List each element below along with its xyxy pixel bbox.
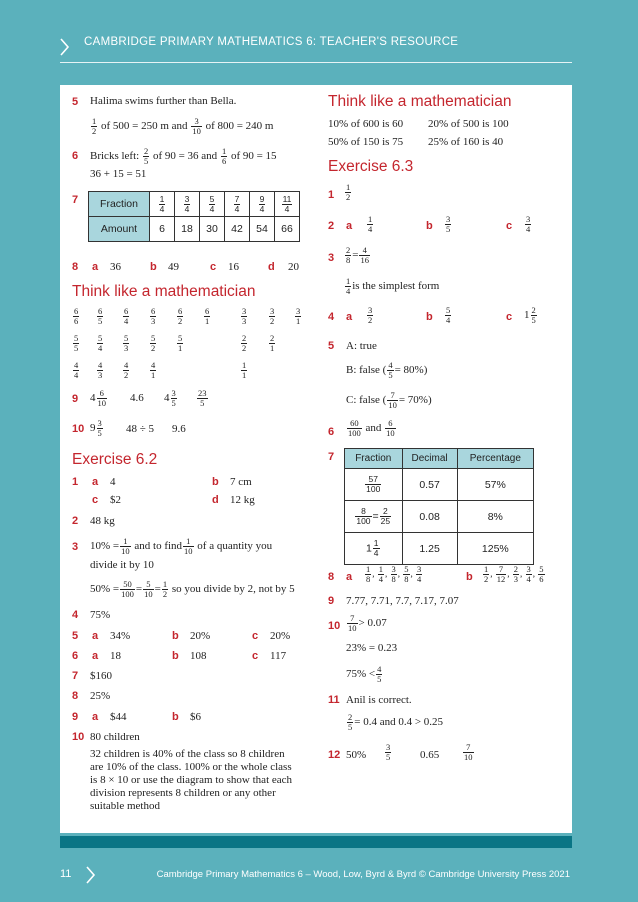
footer-citation: Cambridge Primary Mathematics 6 – Wood, Low, Byrd & Byrd © Cambridge University Press 2021 [156,869,570,880]
q5-line2: $\frac{1}{2}$ of 500 = 250 m and $\frac{3}{10}$ of 800 = 240 m [92,116,274,136]
think-heading-right: Think like a mathematician [328,93,512,110]
exercise-6-2-heading: Exercise 6.2 [72,451,158,468]
q10-number: 10 [72,423,85,435]
fraction-amount-table: Fraction $\frac{1}{4}$ $\frac{3}{4}$ $\frac{5}{4}$ $\frac{7}{4}$ $\frac{9}{4}$ $\frac{11}{4}$ Amount 6 18 30 42 54 66 [88,191,300,242]
page: 5 Halima swims further than Bella. $\frac{1}{2}$ of 500 = 250 m and $\frac{3}{10}$ of 800 = 240 m 6 Bricks left: $\frac{2}{5}$ of 90 = 36 and $\frac{1}{6}$ of 90 = 15 36 + 15 = 51 7 Fraction $\frac{1}{4}$ $\frac{3}{4}$ $\frac{5}{4}$ $\frac{7}{4}$ $\frac{9}{4}$ $\frac{11}{4}$ Amount 6 18 30 42 54 66 8 a 36 b 49 c 16 d 20 Think like a mathematician $\frac{6}{6}$ $\frac{6}{5}$ $\frac{6}{4}$ $\frac{6}{3}$ $\frac{6}{2}$ $\frac{6}{1}$ $\frac{3}{3}$ $\frac{3}{2}$ $\frac{3}{1}$ $\frac{5}{5}$ $\frac{5}{4}$ $\frac{5}{3}$ $\frac{5}{2}$ $\frac{5}{1}$ $\frac{2}{2}$ $\frac{2}{1}$ $\frac{4}{4}$ $\frac{4}{3}$ $\frac{4}{2}$ $\frac{4}{1}$ $\frac{1}{1}$ 9 4 $\frac{6}{10}$ 4.6 4 $\frac{3}{5}$ $\frac{23}{5}$ 10 9 $\frac{3}{5}$ 48 ÷ 5 9.6 Exercise 6.2 1 a 4 b 7 cm c $2 d 12 kg 2 48 kg 3 10% = $\frac{1}{10}$ and to find $\frac{1}{10}$ of a quantity you divide it by 10 50% = $\frac{50}{100}$ = $\frac{5}{10}$ = $\frac{1}{2}$ so you divide by 2, not by 5 4 75% 5 a 34% b 20% c 20% 6 a 18 b 108 c 117 7 $160 8 25% 9 a $44 b $6 10 80 children 32 children is 40% of the class so 8 children are 10% of the class. 100% or the whole class is 8 × 10 or use the diagram to show that each division represents 8 children or any other suitable method Think like a mathematician 10% of 600 is 60 20% of 500 is 100 50% of 150 is 75 25% of 160 is 40 Exercise 6.3 1 $\frac{1}{2}$ 2 a $\frac{1}{4}$ b $\frac{3}{5}$ c $\frac{3}{4}$ 3 $\frac{2}{8}$ = $\frac{4}{16}$ $\frac{1}{4}$ is the simplest form 4 a $\frac{3}{2}$ b $\frac{5}{4}$ c 1 $\frac{2}{5}$ 5 A: true B: false ( $\frac{4}{5}$ = 80%) C: false ( $\frac{7}{10}$ = 70%) 6 $\frac{60}{100}$ and $\frac{6}{10}$ 7 Fraction Decimal Percentage $\frac{57}{100}$ 0.57 57% $\frac{8}{100}$ = $\frac{2}{25}$ 0.08 8% 1 $\frac{1}{4}$ 1.25 125% 8 a $\frac{1}{8}$ , $\frac{1}{4}$ , $\frac{3}{8}$ , $\frac{5}{8}$ , $\frac{3}{4}$ b $\frac{1}{2}$ , $\frac{7}{12}$ , $\frac{2}{3}$ , $\frac{3}{4}$ , $\frac{5}{6}$ 9 7.77, 7.71, 7.7, 7.17, 7.07 10 $\frac{7}{10}$ > 0.07 23% = 0.23 75% < $\frac{4}{5}$ 11 Anil is correct. $\frac{2}{5}$ = 0.4 and 0.4 > 0.25 12 50% $\frac{3}{5}$ 0.65 $\frac{7}{10}$ [60,85,572,833]
q6-line1: Bricks left: $\frac{2}{5}$ of 90 = 36 and $\frac{1}{6}$ of 90 = 15 [90,146,277,166]
q6-number: 6 [72,150,79,162]
header-rule [60,62,572,63]
page-number: 11 [60,868,72,880]
q9-number: 9 [72,393,79,405]
table-row-label: Amount [89,217,150,242]
think-heading: Think like a mathematician [72,283,256,300]
q8-number: 8 [72,261,79,273]
q6-line2: 36 + 15 = 51 [90,168,147,180]
exercise-6-3-heading: Exercise 6.3 [328,158,414,175]
q5-line1: Halima swims further than Bella. [90,95,237,107]
table-row-label: Fraction [89,192,150,217]
q7-number: 7 [72,194,79,206]
header-title: CAMBRIDGE PRIMARY MATHEMATICS 6: TEACHER'S RESOURCE [84,36,459,48]
fraction-decimal-percentage-table: Fraction Decimal Percentage $\frac{57}{100}$ 0.57 57% $\frac{8}{100}$ = $\frac{2}{25}$ 0.08 8% 1 $\frac{1}{4}$ 1.25 125% [344,448,534,565]
chevron-right-icon [86,866,96,884]
chevron-right-icon [60,38,70,56]
footer-bar [60,836,572,848]
q5-number: 5 [72,96,79,108]
